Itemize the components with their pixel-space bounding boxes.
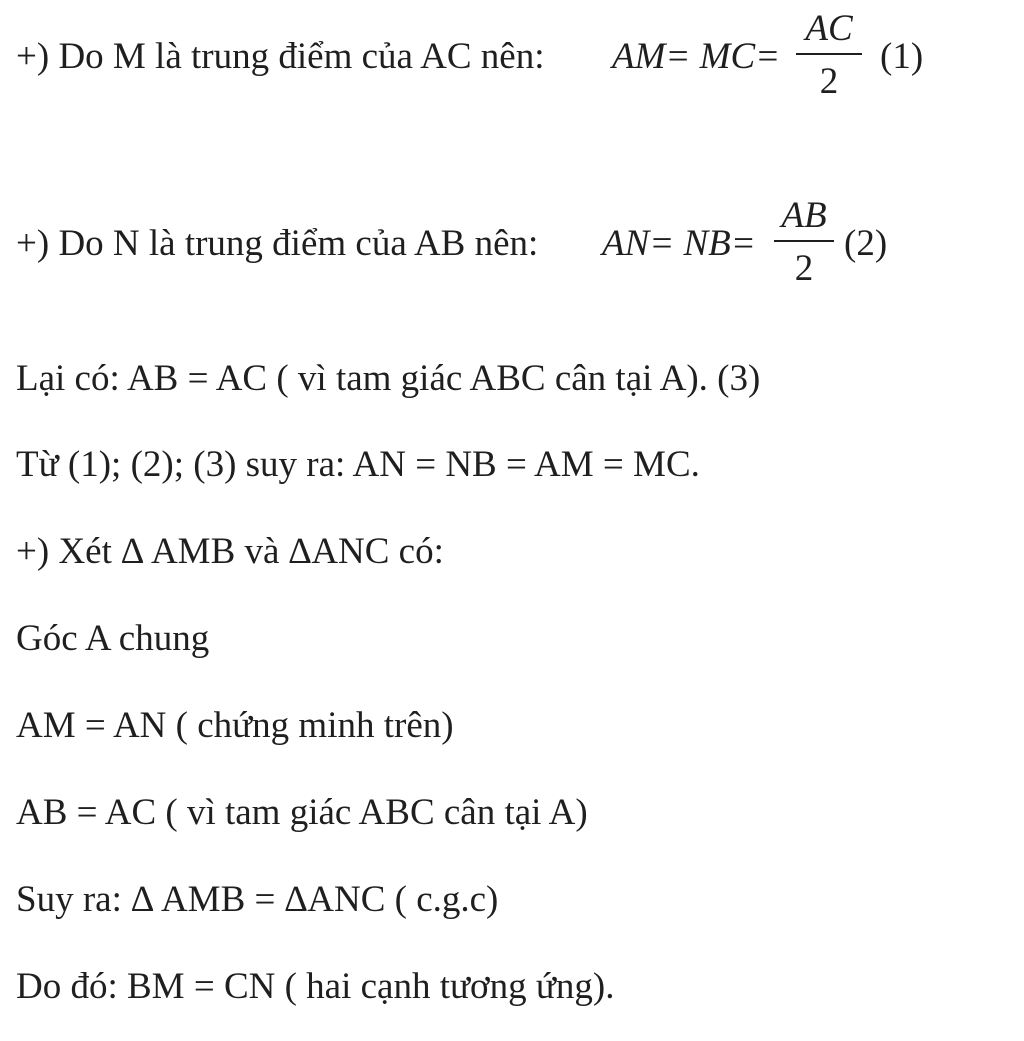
fraction-numerator: AC: [805, 8, 853, 49]
line-1-text: +) Do M là trung điểm của AC nên:: [16, 36, 554, 77]
fraction-bar: [774, 240, 834, 242]
equation-tag-2: (2): [844, 223, 888, 264]
statement-line-9: Suy ra: ∆ AMB = ∆ANC ( c.g.c): [16, 879, 499, 920]
fraction-denominator: 2: [819, 61, 839, 102]
fraction-numerator: AB: [781, 195, 827, 236]
statement-line-6: Góc A chung: [16, 618, 210, 659]
fraction-ac-over-2: [796, 10, 862, 100]
fraction-denominator: 2: [794, 248, 814, 289]
statement-line-4: Từ (1); (2); (3) suy ra: AN = NB = AM = MC.: [16, 444, 700, 485]
statement-line-8: AB = AC ( vì tam giác ABC cân tại A): [16, 792, 588, 833]
equation-tag-1: (1): [880, 36, 924, 77]
statement-line-3: Lại có: AB = AC ( vì tam giác ABC cân tại A). (3): [16, 358, 761, 399]
line-2-equation: AN= NB=: [602, 223, 756, 264]
line-2-text: +) Do N là trung điểm của AB nên:: [16, 223, 548, 264]
statement-line-5: +) Xét ∆ AMB và ∆ANC có:: [16, 531, 444, 572]
line-1-equation: AM= MC=: [612, 36, 781, 77]
statement-line-7: AM = AN ( chứng minh trên): [16, 705, 454, 746]
fraction-ab-over-2: [774, 197, 834, 287]
fraction-bar: [796, 53, 862, 55]
statement-line-10: Do đó: BM = CN ( hai cạnh tương ứng).: [16, 966, 615, 1007]
